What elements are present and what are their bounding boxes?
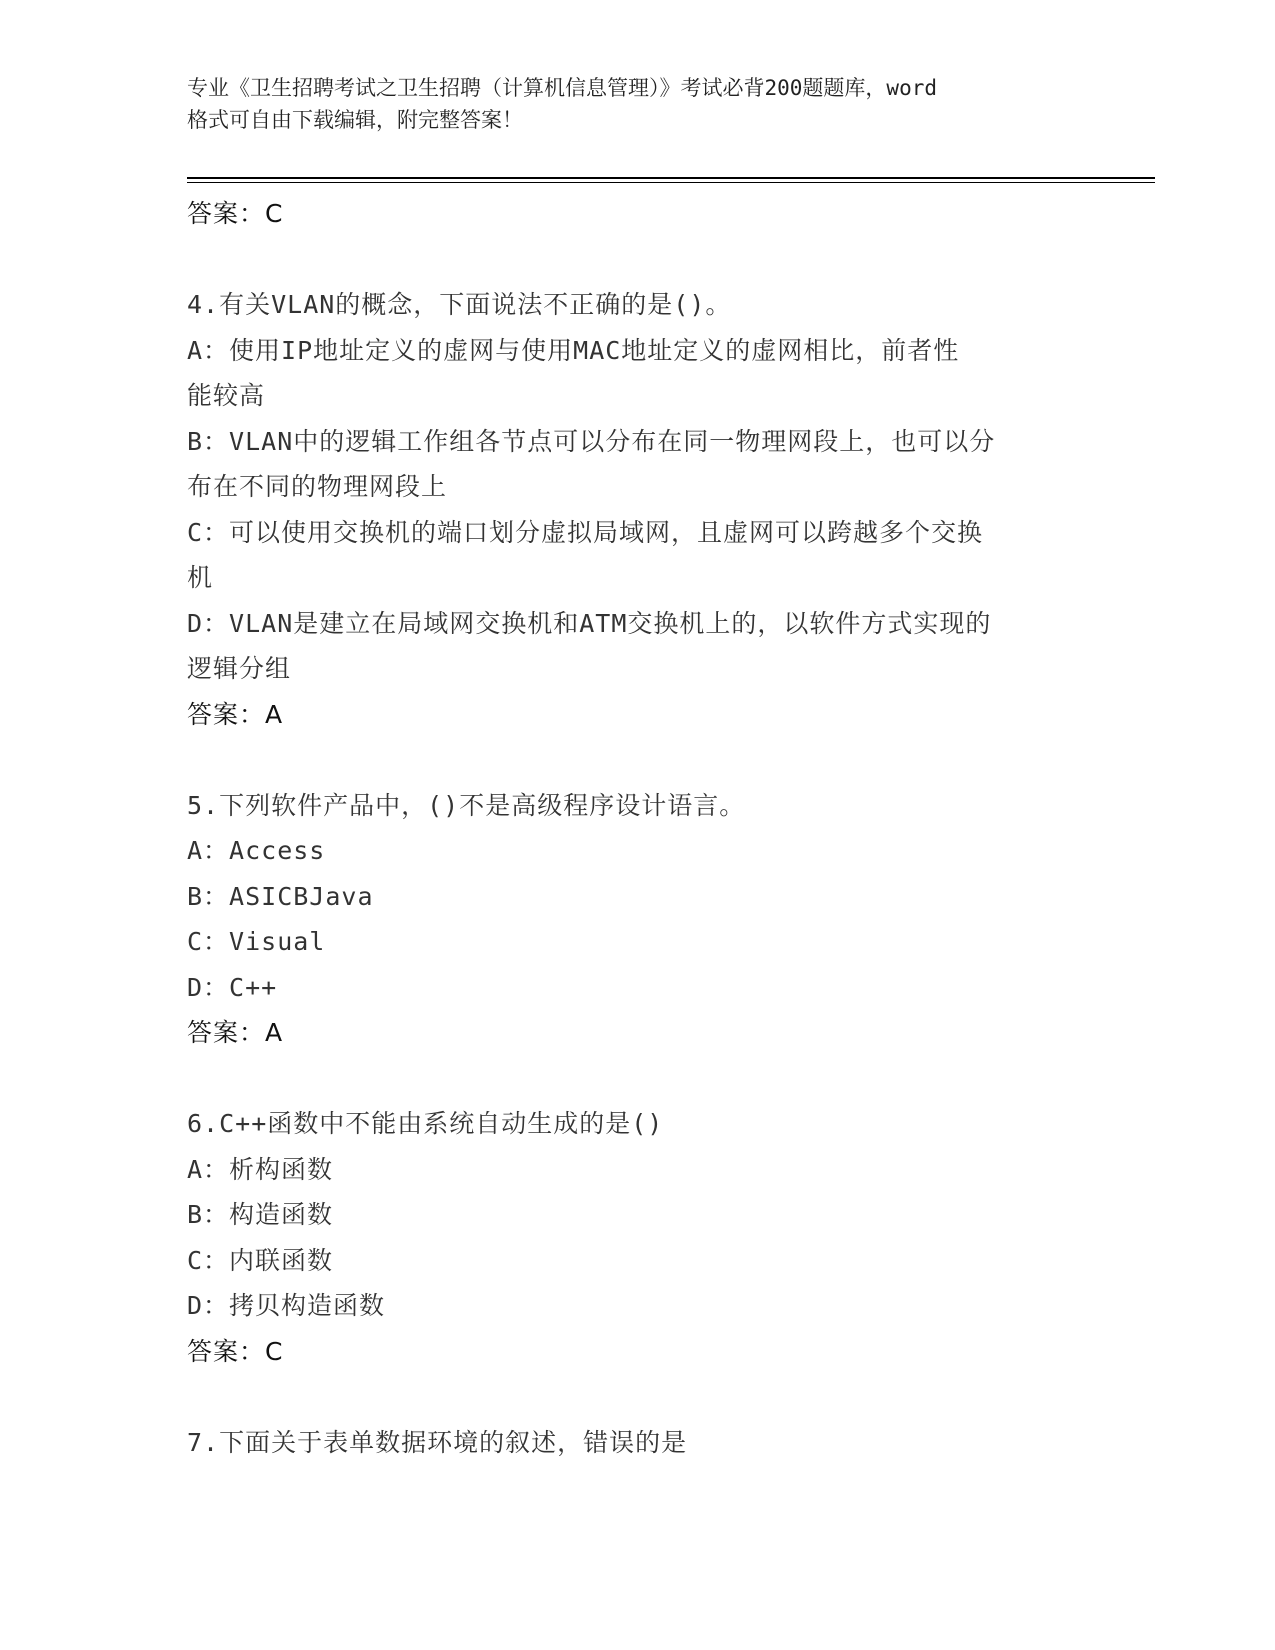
document-header bbox=[187, 72, 1087, 136]
question-4-answer: 答案：A bbox=[187, 699, 284, 729]
spacer bbox=[187, 237, 1087, 283]
question-4-option-b-line-1: B：VLAN中的逻辑工作组各节点可以分布在同一物理网段上，也可以分 bbox=[187, 426, 996, 456]
question-4-stem: 4.有关VLAN的概念，下面说法不正确的是()。 bbox=[187, 290, 732, 319]
header-divider-thick bbox=[187, 177, 1155, 179]
question-4-option-d-line-2: 逻辑分组 bbox=[187, 654, 292, 683]
question-6-option-a: A：析构函数 bbox=[187, 1154, 334, 1184]
question-5-option-c: C：Visual bbox=[187, 927, 326, 956]
question-5-answer: 答案：A bbox=[187, 1018, 284, 1047]
question-6-option-b: B：构造函数 bbox=[187, 1200, 334, 1229]
question-content bbox=[187, 191, 1087, 1465]
question-5-option-a: A：Access bbox=[187, 836, 326, 865]
question-6 bbox=[187, 1101, 1087, 1374]
answer-prev: 答案：C bbox=[187, 199, 284, 228]
header-line-1: 专业《卫生招聘考试之卫生招聘（计算机信息管理）》考试必背200题题库，word bbox=[187, 76, 937, 100]
question-7 bbox=[187, 1420, 1087, 1466]
header-line-2: 格式可自由下载编辑，附完整答案！ bbox=[187, 108, 523, 132]
question-5-stem: 5.下列软件产品中，()不是高级程序设计语言。 bbox=[187, 790, 746, 820]
question-5 bbox=[187, 783, 1087, 1056]
spacer bbox=[187, 737, 1087, 783]
question-4-option-a-line-2: 能较高 bbox=[187, 381, 266, 410]
question-6-option-d: D：拷贝构造函数 bbox=[187, 1291, 386, 1320]
question-6-stem: 6.C++函数中不能由系统自动生成的是() bbox=[187, 1109, 664, 1138]
question-4-option-b-line-2: 布在不同的物理网段上 bbox=[187, 472, 448, 501]
header-divider-thin bbox=[187, 182, 1155, 183]
question-4-option-a-line-1: A：使用IP地址定义的虚网与使用MAC地址定义的虚网相比，前者性 bbox=[187, 335, 960, 365]
question-5-option-d: D：C++ bbox=[187, 972, 278, 1002]
question-7-stem: 7.下面关于表单数据环境的叙述，错误的是 bbox=[187, 1427, 688, 1457]
question-6-option-c: C：内联函数 bbox=[187, 1245, 334, 1275]
question-4 bbox=[187, 282, 1087, 737]
question-5-option-b: B：ASICBJava bbox=[187, 881, 374, 911]
spacer bbox=[187, 1056, 1087, 1102]
question-4-option-c-line-2: 机 bbox=[187, 563, 214, 592]
question-4-option-d-line-1: D：VLAN是建立在局域网交换机和ATM交换机上的，以软件方式实现的 bbox=[187, 608, 992, 638]
question-6-answer: 答案：C bbox=[187, 1336, 284, 1366]
spacer bbox=[187, 1374, 1087, 1420]
question-4-option-c-line-1: C：可以使用交换机的端口划分虚拟局域网，且虚网可以跨越多个交换 bbox=[187, 517, 984, 547]
